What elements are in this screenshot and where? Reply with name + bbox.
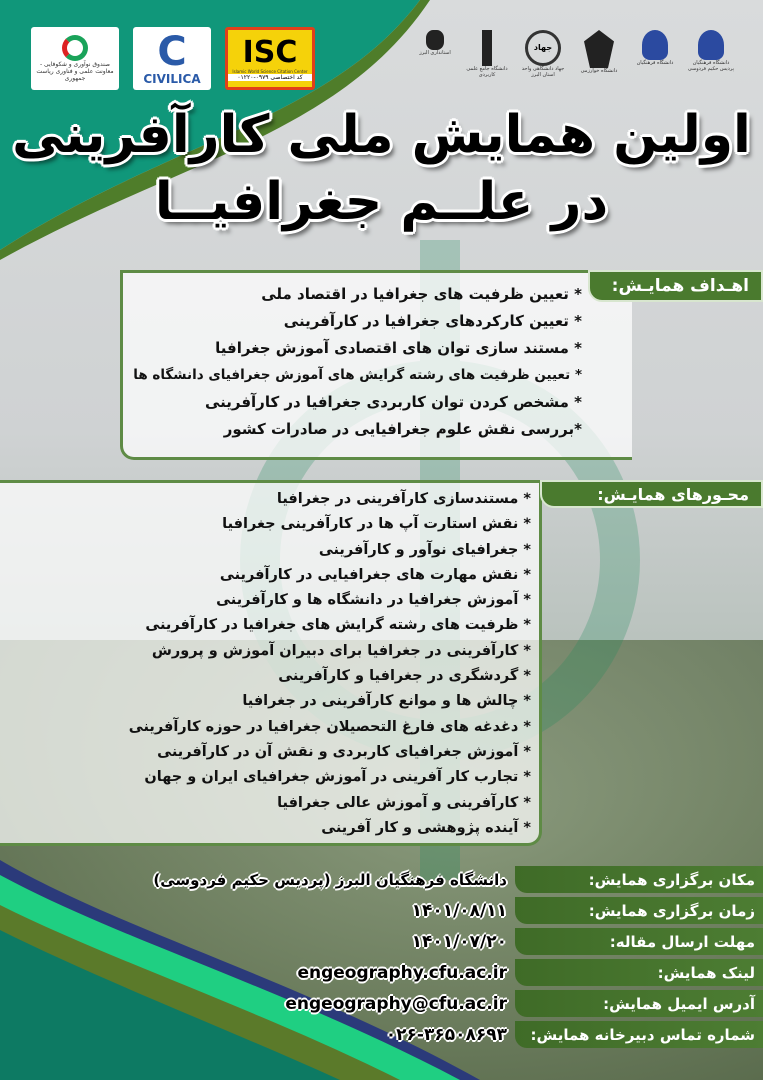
info-row-deadline [412, 928, 763, 955]
info-row-email [285, 990, 763, 1017]
topic-item: * چالش ها و موانع کارآفرینی در جغرافیا [242, 693, 531, 710]
topic-item: * گردشگری در جغرافیا و کارآفرینی [278, 668, 531, 685]
info-label: مکان برگزاری همایش: [515, 866, 763, 893]
email-link[interactable]: engeography@cfu.ac.ir [285, 993, 507, 1014]
topic-item: * آموزش جغرافیای کاربردی و نقش آن در کارآفرینی [157, 743, 531, 760]
info-label: زمان برگزاری همایش: [515, 897, 763, 924]
topic-item: * کارآفرینی در جغرافیا برای دبیران آموزش و پرورش [151, 642, 531, 659]
info-row-date [412, 897, 763, 924]
info-label: لینک همایش: [515, 959, 763, 986]
topic-item: * نقش استارت آپ ها در کارآفرینی جغرافیا [222, 516, 531, 533]
website-link[interactable]: engeography.cfu.ac.ir [297, 962, 507, 983]
partner-logos [415, 30, 735, 90]
topic-item: * نقش مهارت های جغرافیایی در کارآفرینی [219, 566, 531, 583]
innovation-fund-logo-text: صندوق نوآوری و شکوفایی - معاونت علمی و فناوری ریاست جمهوری [36, 61, 114, 82]
topics-heading: محـورهای همایـش: [540, 480, 763, 508]
isc-logo: ISC Islamic World Science Citation Center کد اختصاصی ۰۹۷۹-۰۱۲۲۰ [225, 27, 315, 90]
partner-logo: دانشگاه فرهنگیان پردیس حکیم فردوسی [687, 30, 735, 90]
info-label: شماره تماس دبیرخانه همایش: [515, 1021, 763, 1048]
info-value: دانشگاه فرهنگیان البرز (پردیس حکیم فردوسی) [153, 870, 507, 889]
info-row-phone [386, 1021, 763, 1048]
phone-number: ۰۲۶-۳۶۵۰۸۶۹۳ [385, 1024, 507, 1045]
goal-item: * مستند سازی توان های اقتصادی آموزش جغرافیا [215, 339, 582, 357]
info-row-venue [153, 866, 763, 893]
info-row-link [297, 959, 763, 986]
topic-item: * آموزش جغرافیا در دانشگاه ها و کارآفرینی [216, 592, 531, 609]
title-line-1: اولین همایش ملی کارآفرینی [12, 105, 751, 165]
goal-item: * تعیین کارکردهای جغرافیا در کارآفرینی [283, 312, 582, 330]
topic-item: * جغرافیای نوآور و کارآفرینی [318, 541, 531, 558]
goal-item: * تعیین ظرفیت های رشته گرایش های آموزش جغرافیای دانشگاه ها [133, 367, 582, 383]
info-label: آدرس ایمیل همایش: [515, 990, 763, 1017]
topic-item: * آینده پژوهشی و کار آفرینی [321, 819, 531, 836]
goals-heading: اهـداف همایـش: [588, 270, 763, 302]
topic-item: * دغدغه های فارغ التحصیلان جغرافیا در حوزه کارآفرینی [128, 718, 531, 735]
partner-logo: استانداری البرز [415, 30, 455, 90]
topic-item: * ظرفیت های رشته گرایش های جغرافیا در کارآفرینی [145, 617, 531, 634]
info-value: ۱۴۰۱/۰۸/۱۱ [411, 900, 507, 921]
goal-item: *بررسی نقش علوم جغرافیایی در صادرات کشور [223, 420, 582, 438]
partner-logo: دانشگاه جامع علمی کاربردی [463, 30, 511, 90]
title-line-2: در علــم جغرافیــا [154, 172, 609, 232]
topic-item: * مستندسازی کارآفرینی در جغرافیا [276, 491, 531, 507]
innovation-fund-logo [31, 27, 119, 90]
topic-item: * تجارب کار آفرینی در آموزش جغرافیای ایران و جهان [144, 769, 531, 786]
goal-item: * مشخص کردن توان کاربردی جغرافیا در کارآفرینی [204, 393, 582, 411]
partner-logo: جهاد جهاد دانشگاهی واحد استان البرز [519, 30, 567, 90]
partner-logo: دانشگاه فرهنگیان [631, 30, 679, 90]
topics-box [0, 480, 542, 846]
goals-box [120, 270, 632, 460]
topic-item: * کارآفرینی و آموزش عالی جغرافیا [277, 794, 531, 811]
goal-item: * تعیین ظرفیت های جغرافیا در اقتصاد ملی [261, 285, 582, 303]
info-value: ۱۴۰۱/۰۷/۲۰ [411, 931, 507, 952]
civilica-logo: C CIVILICA [133, 27, 211, 90]
info-label: مهلت ارسال مقاله: [515, 928, 763, 955]
partner-logo: دانشگاه خوارزمی [575, 30, 623, 90]
